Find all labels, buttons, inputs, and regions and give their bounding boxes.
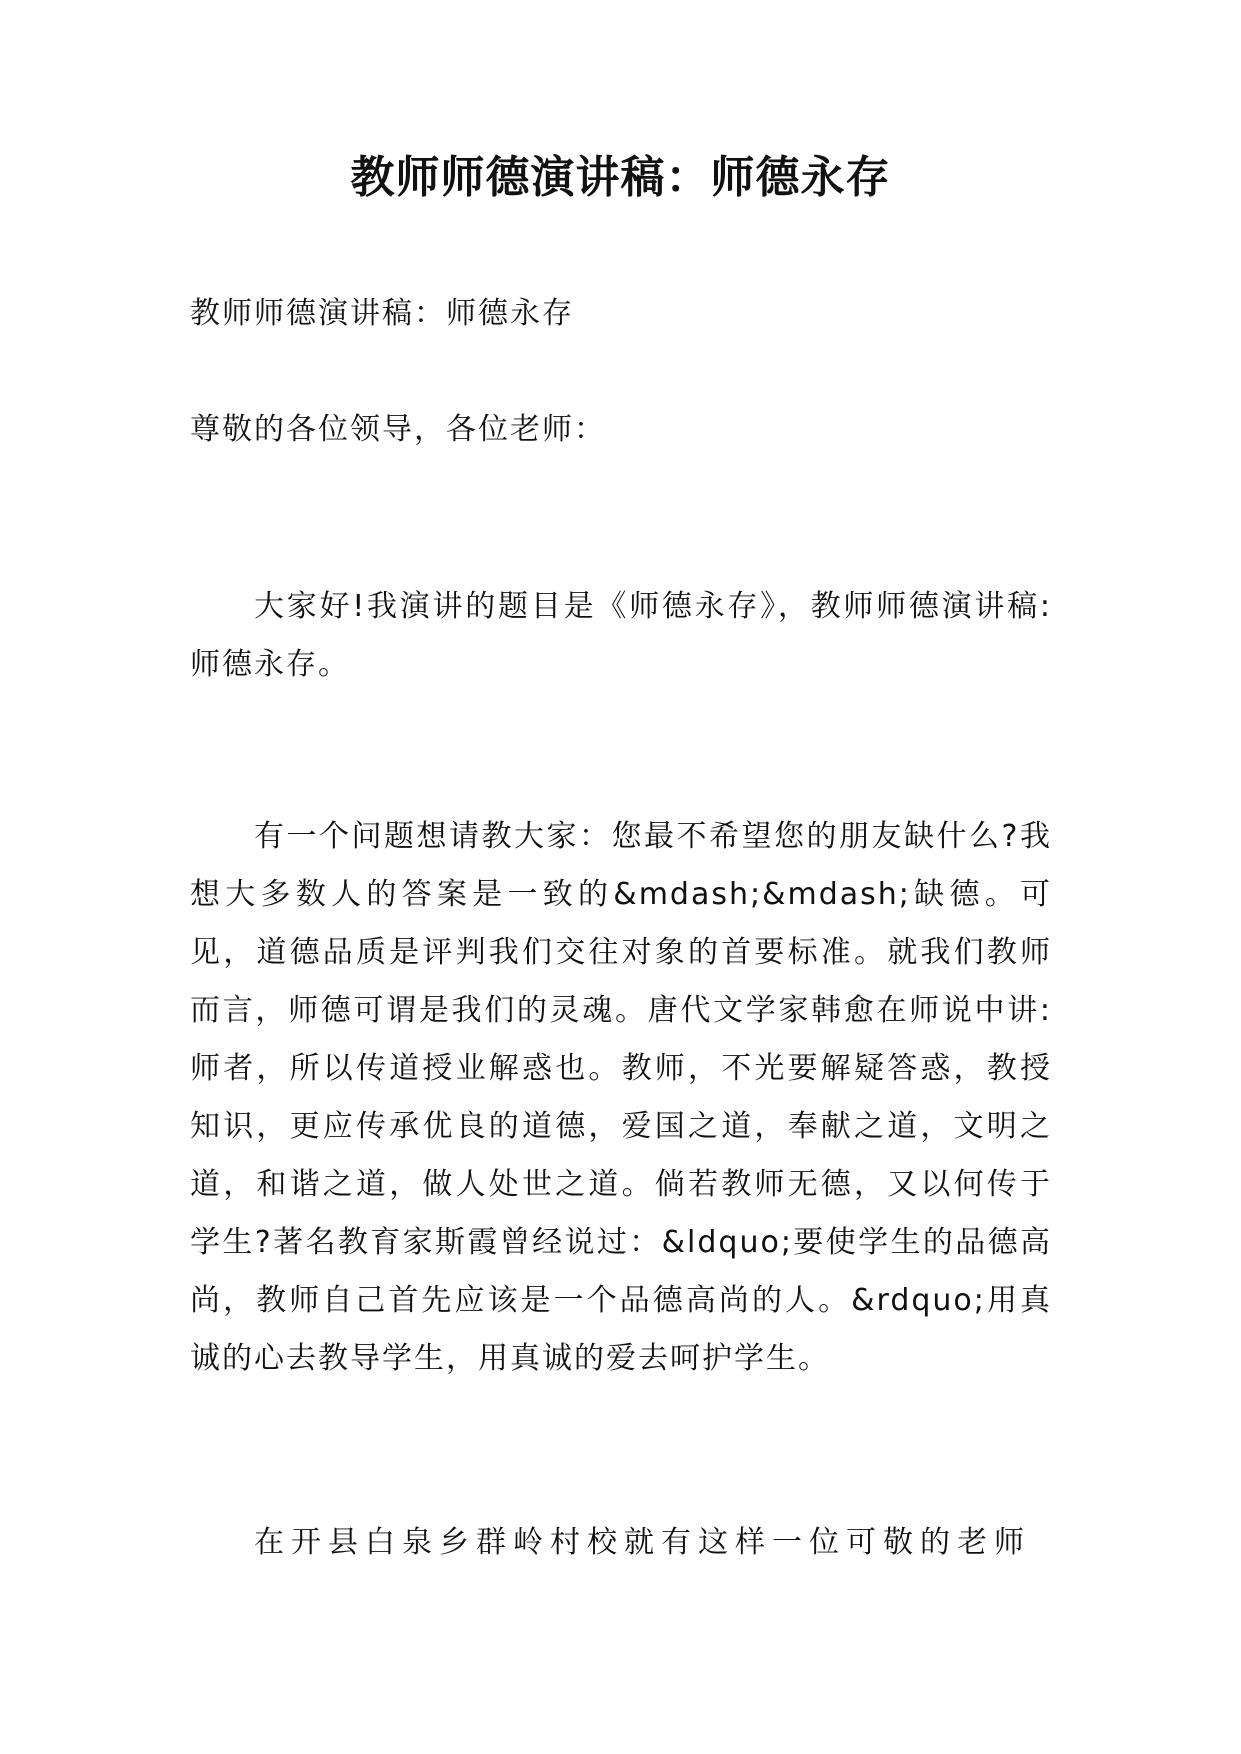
paragraph-continued: 在开县白泉乡群岭村校就有这样一位可敬的老师	[254, 1525, 1031, 1560]
greeting-line: 尊敬的各位领导，各位老师：	[190, 412, 606, 447]
document-title: 教师师德演讲稿：师德永存	[350, 152, 891, 203]
paragraph-intro: 大家好!我演讲的题目是《师德永存》，教师师德演讲稿:师德永存。	[190, 589, 1052, 682]
document-subtitle: 教师师德演讲稿：师德永存	[190, 296, 574, 331]
paragraph-body: 有一个问题想请教大家：您最不希望您的朋友缺什么?我想大多数人的答案是一致的&mdash;&mdash;缺德。可见，道德品质是评判我们交往对象的首要标准。就我们教师而言，师德可谓是我们的灵魂。唐代文学家韩愈在师说中讲:师者，所以传道授业解惑也。教师，不光要解疑答惑，教授知识，更应传承优良的道德，爱国之道，奉献之道，文明之道，和谐之道，做人处世之道。倘若教师无德，又以何传于学生?著名教育家斯霞曾经说过：&ldquo;要使学生的品德高尚，教师自己首先应该是一个品德高尚的人。&rdquo;用真诚的心去教导学生，用真诚的爱去呵护学生。	[190, 819, 1052, 1376]
